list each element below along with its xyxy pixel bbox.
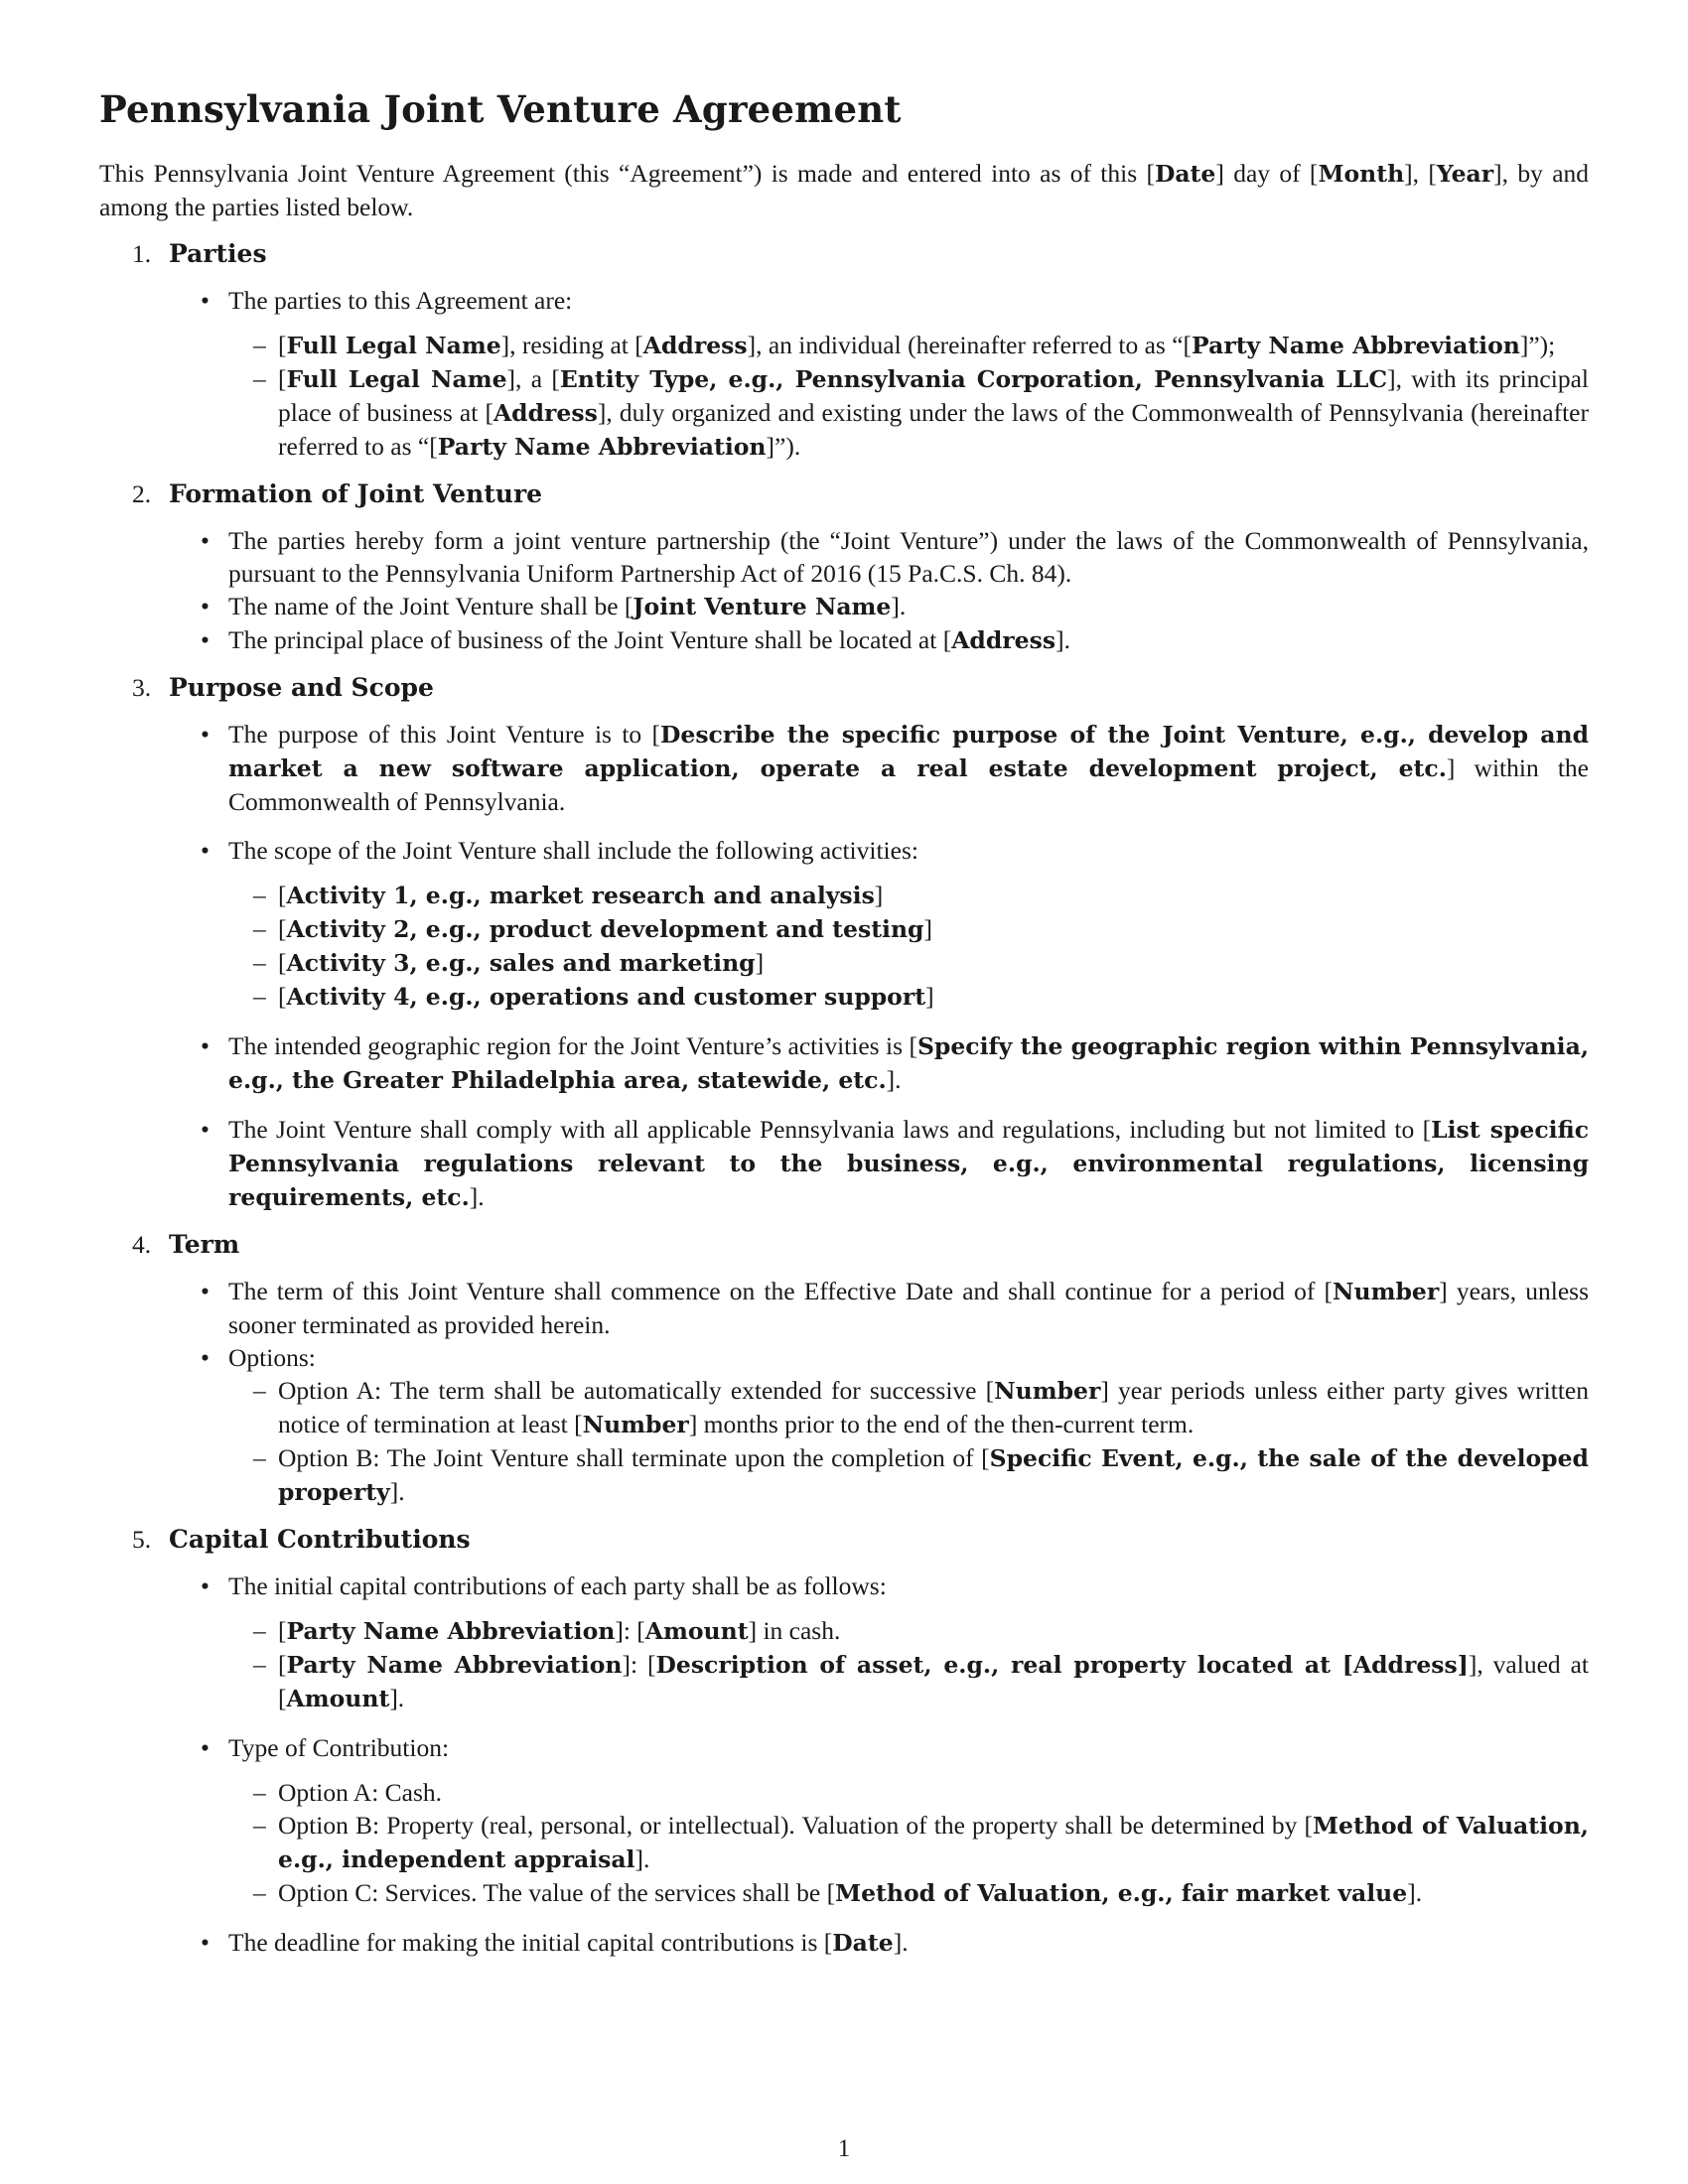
year-placeholder: Year bbox=[1436, 160, 1494, 188]
option-item: – Option B: Property (real, personal, or intellectual). Valuation of the property shall be determined by [Method of Valuation, e.g., independent appraisal]. bbox=[228, 1809, 1589, 1876]
list-item: • The intended geographic region for the Joint Venture’s activities is [Specify the geographic region within Pennsylvania, e.g., the Greater Philadelphia area, statewide, etc.]. bbox=[169, 1029, 1589, 1097]
list-item: • Type of Contribution: – Option A: Cash. – Option B: Property (real, personal, or intellectual). Valuation of the property shall be determined by [Method of Valuation, e.g., independent appraisal]. – Option C: Services. The value of the services shall be [Method of Valuation, e.g., fair market value]. bbox=[169, 1731, 1589, 1910]
list-item: • The initial capital contributions of each party shall be as follows: – [Party Name Abbreviation]: [Amount] in cash. – [Party Name Abbreviation]: [Description of asset, e.g., real property located at [Address]], valued at [Amount]. bbox=[169, 1570, 1589, 1715]
section-title: Term bbox=[169, 1230, 240, 1259]
section-number: 2. bbox=[132, 479, 152, 508]
list-item: • The scope of the Joint Venture shall include the following activities: – [Activity 1, e.g., market research and analysis] – [Activity 2, e.g., product development and testing] – [Activity 3, e.g., sales and marketing] – [Activity 4, e.g., operations and customer support] bbox=[169, 834, 1589, 1014]
contribution-item: – [Party Name Abbreviation]: [Description of asset, e.g., real property located at [Address]], valued at [Amount]. bbox=[228, 1648, 1589, 1715]
activity-item: – [Activity 4, e.g., operations and customer support] bbox=[228, 980, 1589, 1014]
list-item: • The principal place of business of the Joint Venture shall be located at [Address]. bbox=[169, 623, 1589, 657]
date-placeholder: Date bbox=[1154, 160, 1216, 188]
sections-list bbox=[99, 237, 1589, 1960]
contribution-item: – [Party Name Abbreviation]: [Amount] in cash. bbox=[228, 1614, 1589, 1648]
intro-paragraph: This Pennsylvania Joint Venture Agreement (this “Agreement”) is made and entered into as of this [Date] day of [Month], [Year], by and among the parties listed below. bbox=[99, 159, 1590, 221]
section-title: Purpose and Scope bbox=[169, 673, 434, 702]
document-page bbox=[99, 87, 1589, 1974]
option-item: – Option A: Cash. bbox=[228, 1776, 1589, 1809]
section-capital-contributions bbox=[99, 1523, 1589, 1960]
option-item: – Option A: The term shall be automatically extended for successive [Number] year periods unless either party gives written notice of termination at least [Number] months prior to the end of the then-current term. bbox=[228, 1374, 1589, 1441]
activity-item: – [Activity 1, e.g., market research and analysis] bbox=[228, 879, 1589, 912]
list-item: • The deadline for making the initial capital contributions is [Date]. bbox=[169, 1926, 1589, 1960]
section-term bbox=[99, 1228, 1589, 1509]
page-number: 1 bbox=[837, 2135, 851, 2162]
section-formation bbox=[99, 478, 1589, 657]
list-item: • The name of the Joint Venture shall be [Joint Venture Name]. bbox=[169, 590, 1589, 623]
option-item: – Option C: Services. The value of the services shall be [Method of Valuation, e.g., fair market value]. bbox=[228, 1876, 1589, 1910]
section-number: 1. bbox=[132, 239, 152, 268]
list-item: • The term of this Joint Venture shall commence on the Effective Date and shall continue for a period of [Number] years, unless sooner terminated as provided herein. bbox=[169, 1275, 1589, 1341]
month-placeholder: Month bbox=[1318, 160, 1405, 188]
section-title: Parties bbox=[169, 239, 267, 268]
section-number: 5. bbox=[132, 1525, 152, 1554]
list-item: • The parties hereby form a joint venture partnership (the “Joint Venture”) under the laws of the Commonwealth of Pennsylvania, pursuant to the Pennsylvania Uniform Partnership Act of 2016 (15 Pa.C.S. Ch. 84). bbox=[169, 524, 1589, 590]
section-parties bbox=[99, 237, 1589, 464]
list-item: • The Joint Venture shall comply with all applicable Pennsylvania laws and regulations, including but not limited to [List specific Pennsylvania regulations relevant to the business, e.g., environmental regulations, licensing requirements, etc.]. bbox=[169, 1113, 1589, 1214]
section-number: 4. bbox=[132, 1230, 152, 1259]
section-purpose-scope bbox=[99, 671, 1589, 1214]
activity-item: – [Activity 2, e.g., product development and testing] bbox=[228, 912, 1589, 946]
document-title: Pennsylvania Joint Venture Agreement bbox=[99, 87, 902, 131]
option-item: – Option B: The Joint Venture shall terminate upon the completion of [Specific Event, e.g., the sale of the developed property]. bbox=[228, 1441, 1589, 1509]
section-title: Capital Contributions bbox=[169, 1525, 471, 1554]
list-item: • The purpose of this Joint Venture is to [Describe the specific purpose of the Joint Venture, e.g., develop and market a new software application, operate a real estate development project, etc.] within the Commonwealth of Pennsylvania. bbox=[169, 718, 1589, 818]
party-1: – [Full Legal Name], residing at [Address], an individual (hereinafter referred to as “[Party Name Abbreviation]”); bbox=[228, 329, 1589, 362]
party-2: – [Full Legal Name], a [Entity Type, e.g., Pennsylvania Corporation, Pennsylvania LLC], with its principal place of business at [Address], duly organized and existing under the laws of the Commonwealth of Pennsylvania (hereinafter referred to as “[Party Name Abbreviation]”). bbox=[228, 362, 1589, 464]
list-item: • Options: – Option A: The term shall be automatically extended for successive [Number] year periods unless either party gives written notice of termination at least [Number] months prior to the end of the then-current term. – Option B: The Joint Venture shall terminate upon the completion of [Specific Event, e.g., the sale of the developed property]. bbox=[169, 1341, 1589, 1509]
section-number: 3. bbox=[132, 673, 152, 702]
list-item: • The parties to this Agreement are: – [Full Legal Name], residing at [Address], an individual (hereinafter referred to as “[Party Name Abbreviation]”); – [Full Legal Name], a [Entity Type, e.g., Pennsylvania Corporation, Pennsylvania LLC], with its principal place of business at [Address], duly organized and existing under the laws of the Commonwealth of Pennsylvania (hereinafter referred to as “[Party Name Abbreviation]”). bbox=[169, 284, 1589, 464]
section-title: Formation of Joint Venture bbox=[169, 479, 543, 508]
activity-item: – [Activity 3, e.g., sales and marketing] bbox=[228, 946, 1589, 980]
